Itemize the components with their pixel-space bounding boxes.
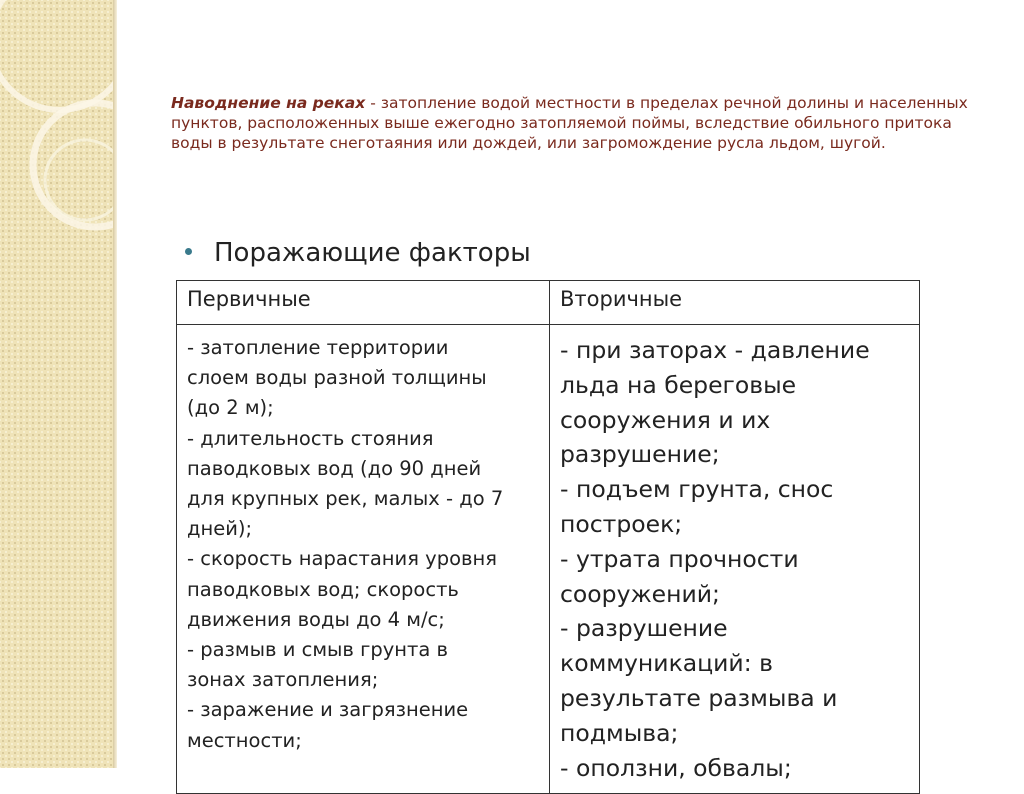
secondary-line: подмыва; (560, 718, 679, 747)
primary-line: местности; (187, 728, 302, 752)
primary-line: - размыв и смыв грунта в (187, 638, 449, 662)
heading-term: Наводнение на реках (171, 94, 366, 112)
secondary-line: сооружений; (560, 579, 720, 608)
secondary-line: сооружения и их (560, 405, 771, 434)
definition-heading (171, 93, 981, 153)
secondary-factors-cell (550, 325, 920, 794)
primary-line: - заражение и загрязнение (187, 698, 469, 722)
primary-line: дней); (187, 517, 253, 541)
primary-factors-cell (177, 325, 550, 794)
header-secondary: Вторичные (550, 281, 920, 325)
primary-line: слоем воды разной толщины (187, 366, 487, 390)
factors-table (176, 280, 920, 794)
heading-definition: затопление водой местности в пределах речной долины и населенных пунктов, расположенных выше ежегодно затопляемой поймы, вследствие обильного притока воды в результате снеготаяния или дождей, или загромождение русла льдом, шугой. (171, 94, 968, 152)
decorative-side-strip (0, 0, 113, 768)
primary-line: зонах затопления; (187, 668, 379, 692)
secondary-line: - оползни, обвалы; (560, 753, 792, 782)
bullet-item (185, 238, 531, 268)
primary-line: - затопление территории (187, 336, 449, 359)
secondary-line: - подъем грунта, снос (560, 475, 834, 504)
decorative-circles (0, 0, 113, 768)
secondary-line: построек; (560, 509, 683, 538)
side-strip-edge (113, 0, 117, 768)
primary-line: - скорость нарастания уровня (187, 547, 497, 571)
primary-line: для крупных рек, малых - до 7 (187, 487, 504, 511)
bullet-text: Поражающие факторы (214, 238, 531, 268)
header-primary: Первичные (177, 281, 550, 325)
secondary-line: коммуникаций: в (560, 649, 773, 678)
primary-line: паводковых вод; скорость (187, 577, 459, 601)
secondary-line: - при заторах - давление (560, 336, 870, 364)
table-header-row (177, 281, 920, 325)
heading-separator: - (365, 94, 381, 112)
primary-line: движения воды до 4 м/с; (187, 607, 445, 631)
secondary-line: льда на береговые (560, 370, 797, 399)
secondary-line: - разрушение (560, 614, 728, 643)
primary-line: - длительность стояния (187, 426, 434, 450)
secondary-line: - утрата прочности (560, 544, 799, 573)
secondary-line: результате размыва и (560, 683, 838, 712)
secondary-line: разрушение; (560, 440, 720, 469)
primary-line: паводковых вод (до 90 дней (187, 456, 482, 480)
bullet-dot-icon (185, 248, 192, 255)
primary-line: (до 2 м); (187, 396, 274, 420)
table-row (177, 325, 920, 794)
